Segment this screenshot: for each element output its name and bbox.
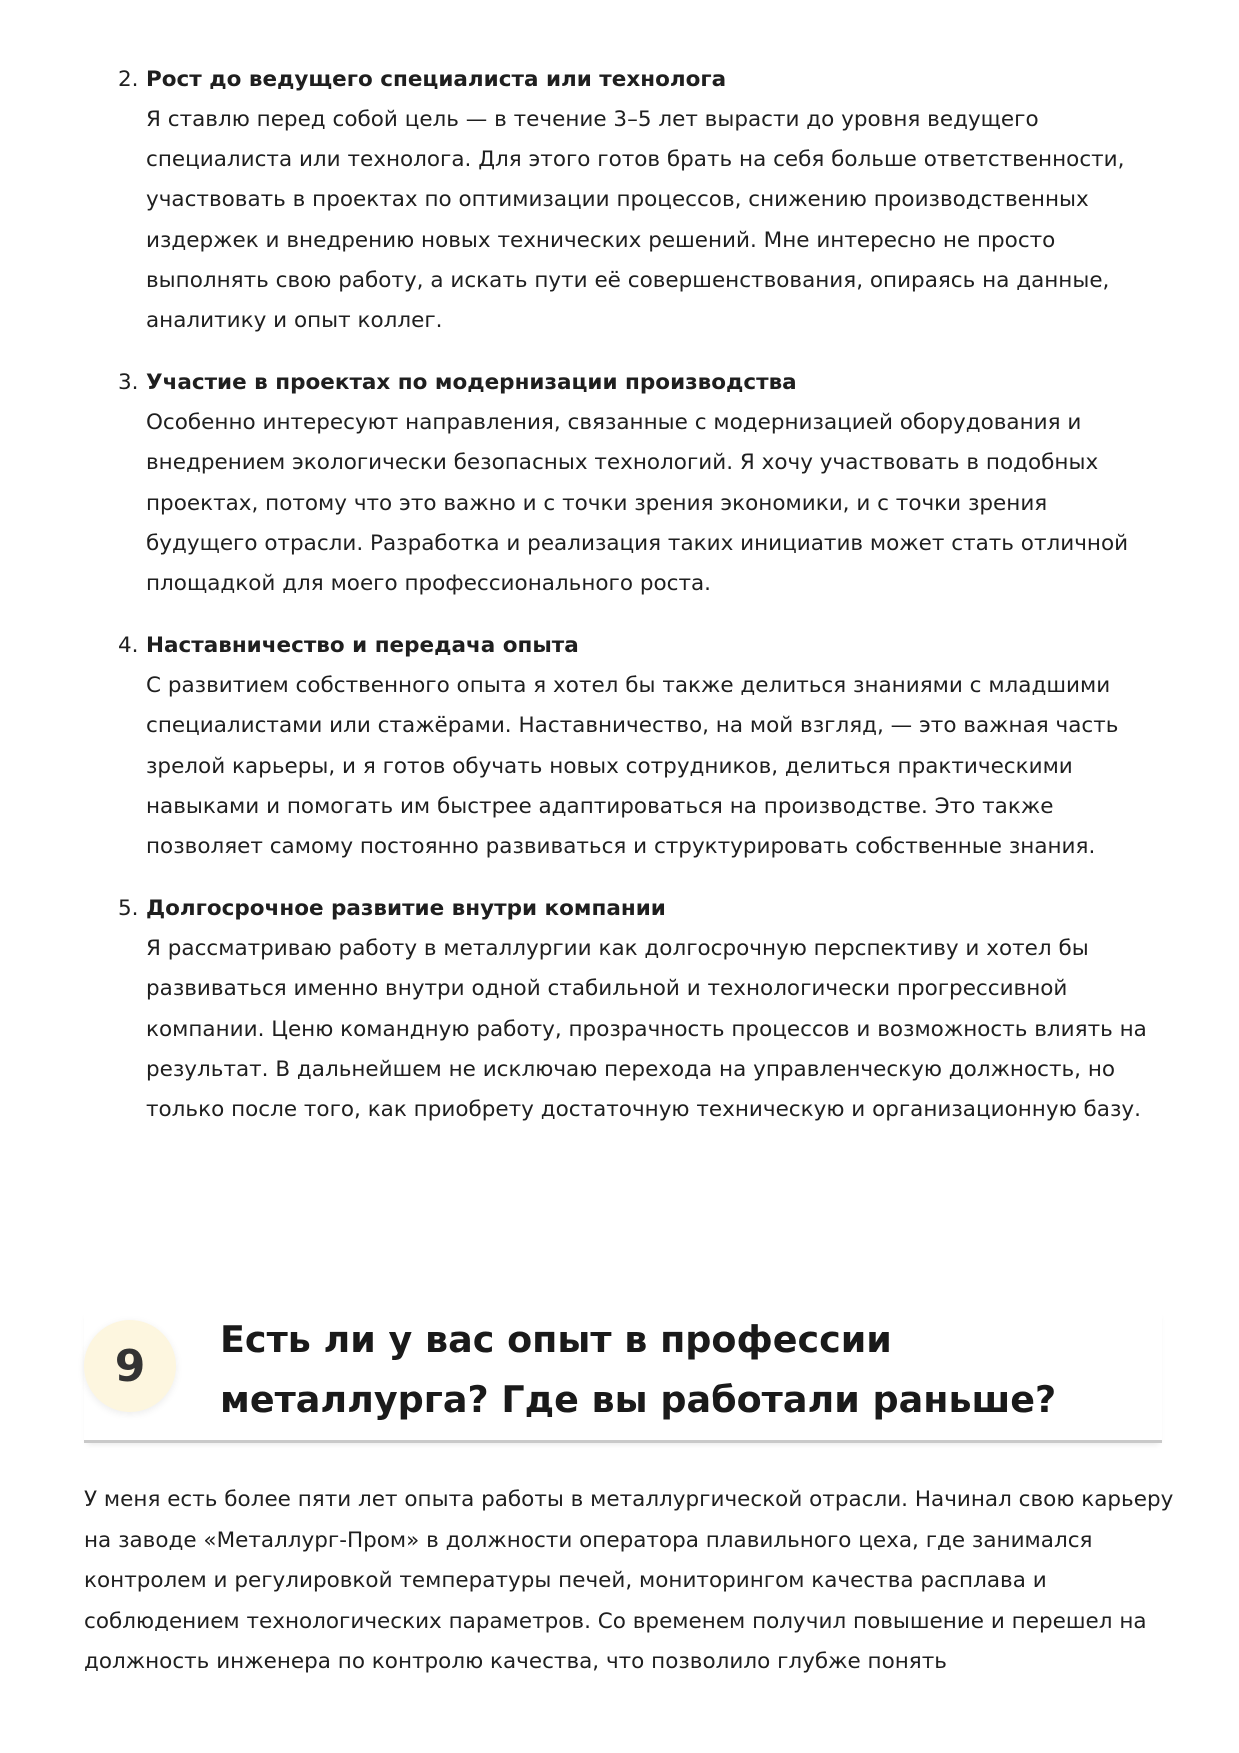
goal-description: С развитием собственного опыта я хотел бы также делиться знаниями с младшими специалистами или стажёрами. Наставничество, на мой взгляд, — это важная часть зрелой карьеры, и я готов обучать новых сотрудников, делиться практическими навыками и помогать им быстрее адаптироваться на производстве. Это также позволяет самому постоянно развиваться и структурировать собственные знания. bbox=[146, 673, 1119, 860]
goal-item bbox=[84, 889, 1164, 1130]
career-goals-list bbox=[84, 60, 1164, 1130]
question-title: Есть ли у вас опыт в профессии металлурга? Где вы работали раньше? bbox=[220, 1318, 1057, 1421]
goal-description: Особенно интересуют направления, связанные с модернизацией оборудования и внедрением экологически безопасных технологий. Я хочу участвовать в подобных проектах, потому что это важно и с точки зрения экономики, и с точки зрения будущего отрасли. Разработка и реализация таких инициатив может стать отличной площадкой для моего профессионального роста. bbox=[146, 410, 1129, 597]
goal-item bbox=[84, 626, 1164, 867]
goal-number: 5. bbox=[118, 896, 139, 922]
goal-title: Долгосрочное развитие внутри компании bbox=[146, 896, 666, 922]
goal-number: 4. bbox=[118, 633, 139, 659]
goal-title: Участие в проектах по модернизации производства bbox=[146, 370, 797, 396]
goal-item bbox=[84, 60, 1164, 341]
question-number-badge: 9 bbox=[84, 1320, 176, 1412]
goal-description: Я рассматриваю работу в металлургии как долгосрочную перспективу и хотел бы развиваться именно внутри одной стабильной и технологически прогрессивной компании. Ценю командную работу, прозрачность процессов и возможность влиять на результат. В дальнейшем не исключаю перехода на управленческую должность, но только после того, как приобрету достаточную техническую и организационную базу. bbox=[146, 936, 1147, 1123]
goal-title: Рост до ведущего специалиста или технолога bbox=[146, 67, 727, 92]
answer-paragraph: У меня есть более пяти лет опыта работы в металлургической отрасли. Начинал свою карьеру на заводе «Металлург-Пром» в должности оператора плавильного цеха, где занимался контролем и регулировкой температуры печей, мониторингом качества расплава и соблюдением технологических параметров. Со временем получил повышение и перешел на должность инженера по контролю качества, что позволило глубже понять bbox=[84, 1487, 1174, 1674]
goal-description: Я ставлю перед собой цель — в течение 3–5 лет вырасти до уровня ведущего специалиста или технолога. Для этого готов брать на себя больше ответственности, участвовать в проектах по оптимизации процессов, снижению производственных издержек и внедрению новых технических решений. Мне интересно не просто выполнять свою работу, а искать пути её совершенствования, опираясь на данные, аналитику и опыт коллег. bbox=[146, 107, 1125, 334]
goal-number: 3. bbox=[118, 370, 139, 396]
goal-item bbox=[84, 363, 1164, 604]
question-header bbox=[84, 1310, 1162, 1443]
goal-title: Наставничество и передача опыта bbox=[146, 633, 579, 659]
goal-number: 2. bbox=[118, 67, 139, 92]
